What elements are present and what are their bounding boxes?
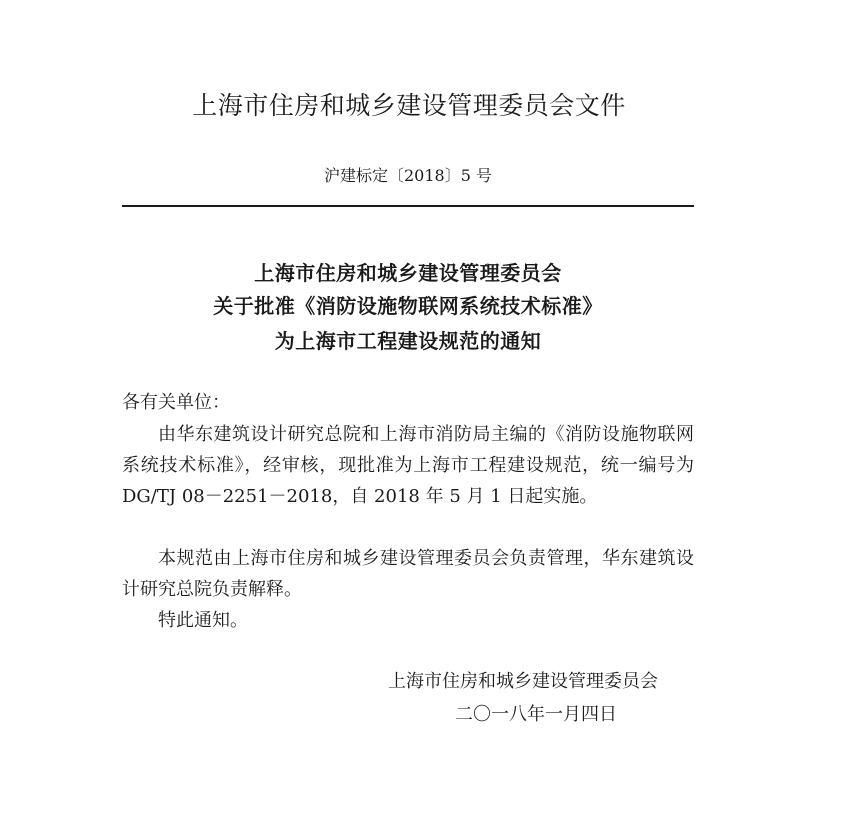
notice-title-line-2: 关于批准《消防设施物联网系统技术标准》 xyxy=(213,294,603,318)
notice-title-line-3: 为上海市工程建设规范的通知 xyxy=(274,329,542,353)
issuer-heading: 上海市住房和城乡建设管理委员会文件 xyxy=(192,91,626,120)
body-paragraph-closing: 特此通知。 xyxy=(158,610,248,631)
signature-date: 二〇一八年一月四日 xyxy=(455,704,617,725)
signature-organization: 上海市住房和城乡建设管理委员会 xyxy=(388,671,658,692)
header-divider xyxy=(122,205,694,207)
body-paragraph-approval: 由华东建筑设计研究总院和上海市消防局主编的《消防设施物联网系统技术标准》，经审核，现批准为上海市工程建设规范，统一编号为 DG/TJ 08－2251－2018，自 2018 年 5 月 1 日起实施。 xyxy=(122,424,694,507)
salutation: 各有关单位： xyxy=(122,392,230,413)
body-paragraph-management: 本规范由上海市住房和城乡建设管理委员会负责管理，华东建筑设计研究总院负责解释。 xyxy=(122,548,694,600)
notice-title-line-1: 上海市住房和城乡建设管理委员会 xyxy=(254,261,562,285)
document-number: 沪建标定〔2018〕5 号 xyxy=(324,166,492,185)
